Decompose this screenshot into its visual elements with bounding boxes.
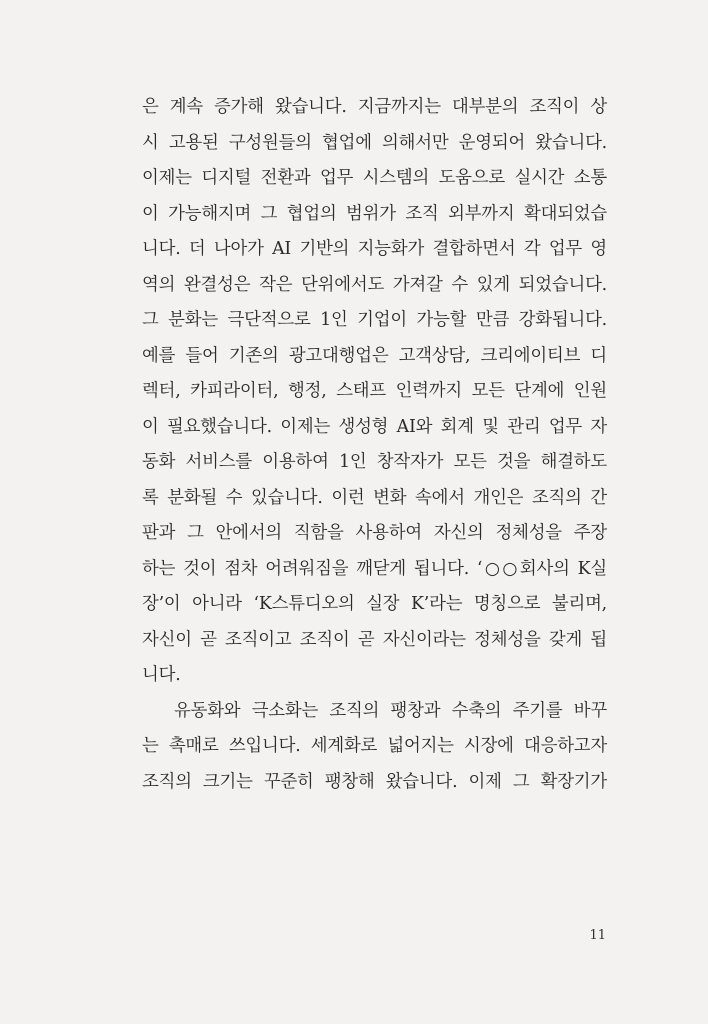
text-line: 록 분화될 수 있습니다. 이런 변화 속에서 개인은 조직의 간 (142, 487, 607, 508)
text-line: 자신이 곧 조직이고 조직이 곧 자신이라는 정체성을 갖게 됩 (142, 629, 607, 650)
body-text (142, 90, 607, 800)
text-line: 조직의 크기는 꾸준히 팽창해 왔습니다. 이제 그 확장기가 (142, 771, 607, 792)
text-line: 렉터, 카피라이터, 행정, 스태프 인력까지 모든 단계에 인원 (142, 381, 607, 401)
text-line: 예를 들어 기존의 광고대행업은 고객상담, 크리에이티브 디 (142, 345, 607, 366)
text-line: 판과 그 안에서의 직함을 사용하여 자신의 정체성을 주장 (142, 523, 607, 543)
text-line: 이제는 디지털 전환과 업무 시스템의 도움으로 실시간 소통 (142, 168, 607, 188)
text-line: 유동화와 극소화는 조직의 팽창과 수축의 주기를 바꾸 (174, 700, 607, 721)
text-line: 니다. (142, 665, 181, 685)
text-line: 시 고용된 구성원들의 협업에 의해서만 운영되어 왔습니다. (142, 132, 607, 153)
text-line: 그 분화는 극단적으로 1인 기업이 가능할 만큼 강화됩니다. (142, 310, 607, 330)
text-line: 이 필요했습니다. 이제는 생성형 AI와 회계 및 관리 업무 자 (142, 416, 607, 437)
text-line: 장’이 아니라 ‘K스튜디오의 실장 K’라는 명칭으로 불리며, (142, 594, 607, 614)
text-line: 니다. 더 나아가 AI 기반의 지능화가 결합하면서 각 업무 영 (142, 239, 607, 259)
text-line: 역의 완결성은 작은 단위에서도 가져갈 수 있게 되었습니다. (142, 274, 607, 295)
text-line: 는 촉매로 쓰입니다. 세계화로 넓어지는 시장에 대응하고자 (142, 736, 607, 756)
text-line: 동화 서비스를 이용하여 1인 창작자가 모든 것을 해결하도 (142, 452, 607, 472)
text-line: 은 계속 증가해 왔습니다. 지금까지는 대부분의 조직이 상 (142, 97, 607, 117)
text-line: 하는 것이 점차 어려워짐을 깨닫게 됩니다. ‘○○회사의 K실 (142, 558, 607, 579)
page-number: 11 (589, 928, 606, 943)
text-line: 이 가능해지며 그 협업의 범위가 조직 외부까지 확대되었습 (142, 203, 607, 224)
